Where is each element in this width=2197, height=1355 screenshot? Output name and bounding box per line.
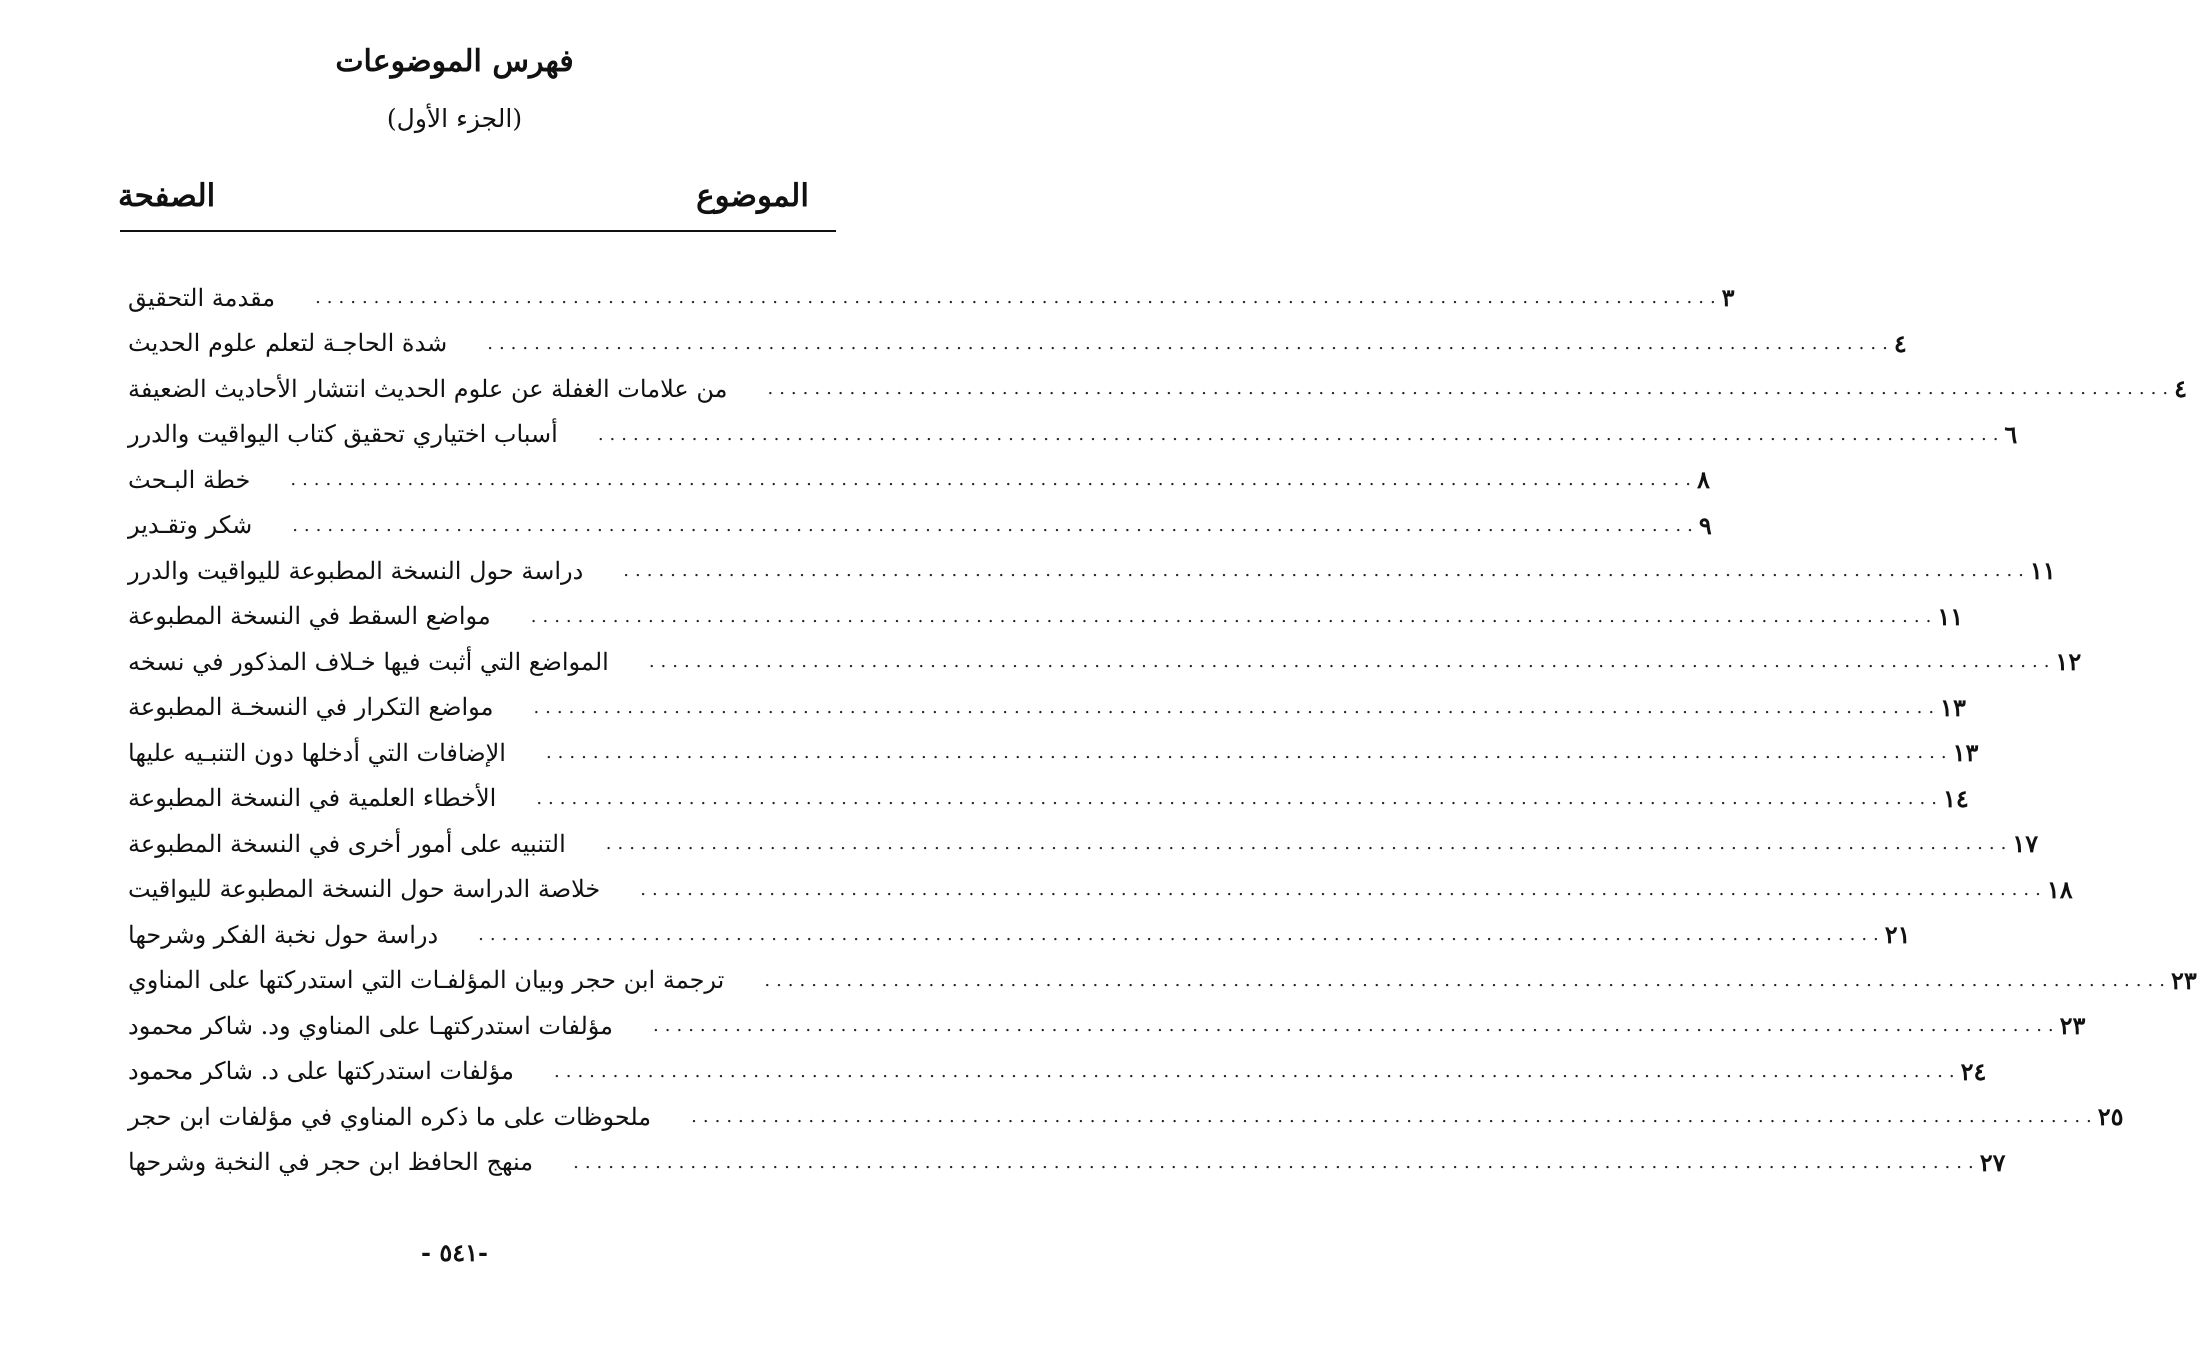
toc-entry [120, 730, 1979, 776]
toc-entry-topic: أسباب اختياري تحقيق كتاب اليواقيت والدرر [128, 420, 558, 449]
toc-list [120, 275, 2197, 1185]
toc-entry-page: ٢٧ [1979, 1147, 2006, 1177]
toc-entry [120, 1094, 2124, 1140]
page-number: - ٥٤١- [421, 1238, 488, 1267]
toc-entry-topic: شدة الحاجـة لتعلم علوم الحديث [128, 329, 448, 358]
toc-entry-topic: مواضع التكرار في النسخـة المطبوعة [128, 693, 494, 722]
toc-entry-topic: خلاصة الدراسة حول النسخة المطبوعة لليواقيت [128, 875, 601, 904]
toc-entry-topic: ترجمة ابن حجر وبيان المؤلفـات التي استدركتها على المناوي [128, 966, 725, 995]
dot-leader: ........................................................................................................................ [536, 787, 1943, 809]
toc-entry-page: ٨ [1696, 465, 1710, 495]
page-subtitle: (الجزء الأول) [386, 104, 523, 133]
toc-entry-page: ١٨ [2046, 874, 2073, 904]
toc-entry [120, 821, 2039, 867]
dot-leader: ........................................................................................................................ [478, 924, 1885, 946]
dot-leader: ........................................................................................................................ [640, 878, 2047, 900]
dot-leader: ........................................................................................................................ [554, 1060, 1961, 1082]
toc-entry [120, 275, 1735, 321]
toc-entry-topic: مؤلفات استدركتها على د. شاكر محمود [128, 1057, 514, 1086]
toc-entry-topic: من علامات الغفلة عن علوم الحديث انتشار الأحاديث الضعيفة [128, 374, 728, 403]
toc-entry [120, 412, 2018, 458]
toc-entry-topic: دراسة حول نخبة الفكر وشرحها [128, 920, 439, 949]
toc-entry-page: ١٤ [1942, 783, 1969, 813]
toc-entry-page: ١٣ [1940, 692, 1966, 722]
toc-entry [120, 457, 1710, 503]
toc-entry-page: ٢٣ [2059, 1011, 2086, 1041]
toc-entry [120, 1003, 2086, 1049]
toc-entry [120, 912, 1911, 958]
toc-entry-topic: منهج الحافظ ابن حجر في النخبة وشرحها [128, 1148, 534, 1177]
dot-leader: ........................................................................................................................ [292, 514, 1699, 536]
dot-leader: ........................................................................................................................ [597, 423, 2005, 445]
toc-entry-page: ٦ [2004, 419, 2018, 449]
toc-entry [120, 366, 2187, 412]
dot-leader: ........................................................................................................................ [573, 1151, 1980, 1173]
dot-leader: ........................................................................................................................ [545, 742, 1953, 764]
toc-entry-page: ١١ [1937, 601, 1964, 631]
dot-leader: ........................................................................................................................ [530, 605, 1938, 627]
toc-entry-topic: مواضع السقط في النسخة المطبوعة [128, 602, 491, 631]
toc-entry-topic: الأخطاء العلمية في النسخة المطبوعة [128, 784, 497, 813]
toc-entry [120, 685, 1966, 731]
toc-entry-page: ٤ [1893, 328, 1907, 358]
dot-leader: ........................................................................................................................ [605, 833, 2013, 855]
toc-entry-topic: الإضافات التي أدخلها دون التنبـيه عليها [128, 738, 506, 767]
toc-entry-page: ١٢ [2055, 647, 2082, 677]
toc-entry-page: ٢١ [1884, 920, 1911, 950]
toc-entry-topic: التنبيه على أمور أخرى في النسخة المطبوعة [128, 829, 566, 858]
toc-entry-page: ٢٥ [2097, 1102, 2124, 1132]
column-heading-topic: الموضوع [696, 178, 809, 214]
dot-leader: ........................................................................................................................ [648, 651, 2056, 673]
toc-entry-page: ٩ [1698, 510, 1712, 540]
toc-entry-page: ١١ [2029, 556, 2056, 586]
header-rule [120, 230, 836, 232]
toc-entry-topic: المواضع التي أثبت فيها خـلاف المذكور في نسخه [128, 647, 609, 676]
column-heading-page: الصفحة [118, 178, 216, 214]
toc-entry-page: ٤ [2174, 374, 2187, 404]
toc-entry-topic: مقدمة التحقيق [128, 283, 276, 312]
dot-leader: ........................................................................................................................ [487, 332, 1894, 354]
toc-entry-topic: شكر وتقـدير [128, 511, 253, 540]
dot-leader: ........................................................................................................................ [290, 469, 1697, 491]
toc-entry-page: ١٣ [1952, 738, 1979, 768]
dot-leader: ........................................................................................................................ [767, 378, 2175, 400]
toc-entry [120, 594, 1964, 640]
toc-entry [120, 867, 2073, 913]
toc-entry-page: ٣ [1721, 283, 1735, 313]
dot-leader: ........................................................................................................................ [764, 969, 2171, 991]
dot-leader: ........................................................................................................................ [653, 1015, 2060, 1037]
dot-leader: ........................................................................................................................ [691, 1106, 2098, 1128]
dot-leader: ........................................................................................................................ [533, 696, 1941, 718]
toc-entry-page: ٢٤ [1960, 1056, 1987, 1086]
toc-entry [120, 639, 2082, 685]
dot-leader: ........................................................................................................................ [623, 560, 2030, 582]
toc-entry [120, 548, 2056, 594]
toc-entry-topic: مؤلفات استدركتهـا على المناوي ود. شاكر محمود [128, 1011, 614, 1040]
toc-entry-topic: دراسة حول النسخة المطبوعة لليواقيت والدرر [128, 556, 584, 585]
toc-entry-page: ٢٣ [2170, 965, 2197, 995]
page-title: فهرس الموضوعات [335, 44, 574, 79]
toc-entry [120, 321, 1907, 367]
toc-entry [120, 776, 1969, 822]
toc-entry-topic: ملحوظات على ما ذكره المناوي في مؤلفات ابن حجر [128, 1102, 652, 1131]
toc-entry [120, 1049, 1987, 1095]
toc-entry-topic: خطة البـحث [128, 465, 251, 494]
toc-entry [120, 958, 2197, 1004]
dot-leader: ........................................................................................................................ [315, 287, 1722, 309]
toc-entry [120, 503, 1712, 549]
toc-entry [120, 1140, 2006, 1186]
toc-entry-page: ١٧ [2012, 829, 2039, 859]
